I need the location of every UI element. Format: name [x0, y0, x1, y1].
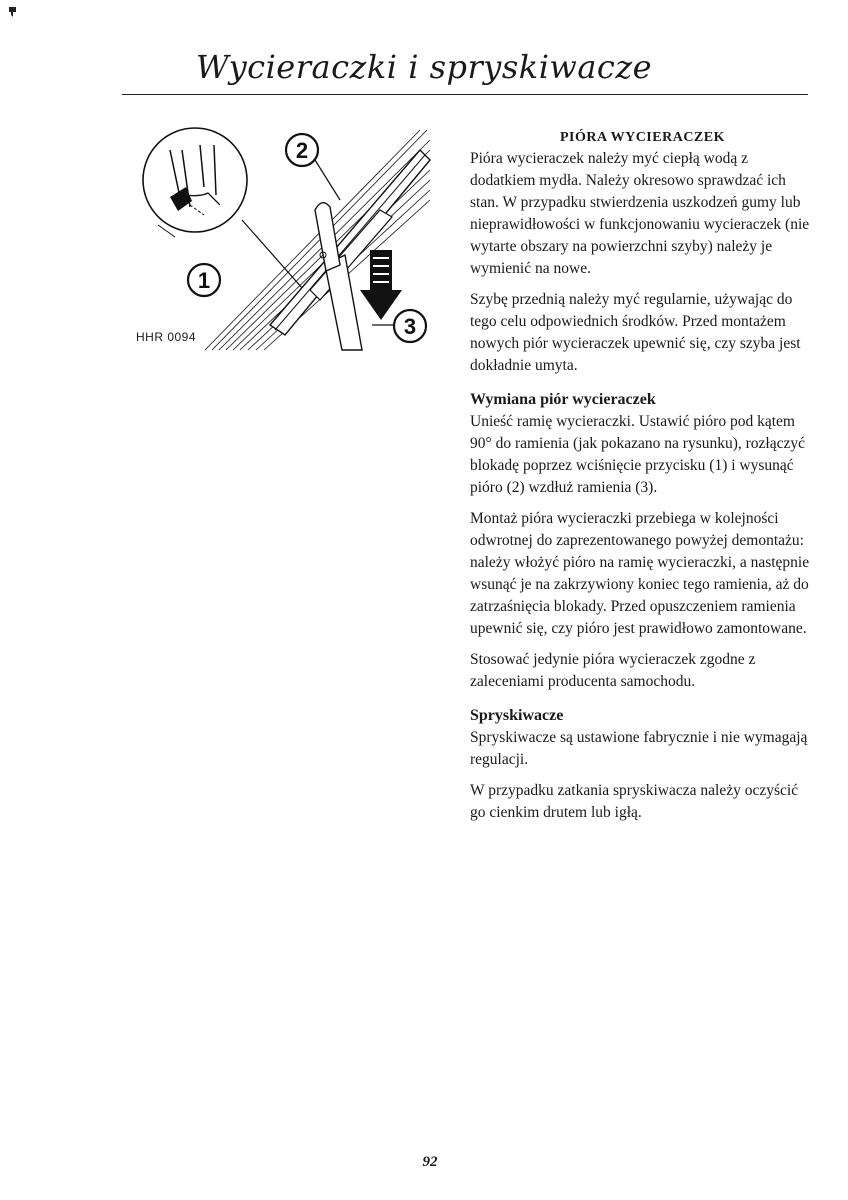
svg-text:2: 2 [295, 138, 309, 163]
corner-registration-mark [8, 6, 18, 18]
paragraph-washers-cleaning: W przypadku zatkania spryskiwacza należy oczyścić go cienkim drutem lub igłą. [470, 782, 799, 821]
wiper-blade-illustration [130, 125, 440, 355]
paragraph-blades-care: Pióra wycieraczek należy myć ciepłą wodą z dodatkiem mydła. Należy okresowo sprawdzać ich stan. W przypadku stwierdzenia uszkodzeń gumy lub nieprawidłowości w funkcjonowaniu wycieraczek (nie wytarte obszary na powierzchni szyby) należy je wymienić na nowe. [470, 150, 810, 277]
text-column [470, 128, 815, 833]
page-number: 92 [422, 1154, 438, 1170]
paragraph-recommended-blades: Stosować jedynie pióra wycieraczek zgodne z zaleceniami producenta samochodu. [470, 651, 756, 690]
svg-text:1: 1 [197, 268, 211, 293]
section-heading-washers: Spryskiwacze [470, 707, 564, 724]
detail-inset [143, 128, 247, 237]
paragraph-washers-adjustment: Spryskiwacze są ustawione fabrycznie i nie wymagają regulacji. [470, 729, 808, 768]
paragraph-installation: Montaż pióra wycieraczki przebiega w kolejności odwrotnej do zaprezentowanego powyżej demontażu: należy włożyć pióro na ramię wycieraczki, a następnie wsunąć je na zakrzywiony koniec tego ramienia, aż do zatrzaśnięcia blokady. Przed opuszczeniem ramienia upewnić się, czy pióro jest prawidłowo zamontowane. [470, 510, 810, 637]
slide-direction-arrow [360, 250, 402, 320]
page-title: Wycieraczki i spryskiwacze [195, 48, 653, 86]
header-rule [122, 94, 808, 95]
figure-code: HHR 0094 [136, 330, 197, 344]
callout-2 [286, 134, 340, 200]
paragraph-replacement-steps: Unieść ramię wycieraczki. Ustawić pióro pod kątem 90° do ramienia (jak pokazano na rysunku), rozłączyć blokadę poprzez wciśnięcie przycisku (1) i wysunąć pióro (2) wzdłuż ramienia (3). [470, 413, 806, 496]
section-heading-replacement: Wymiana piór wycieraczek [470, 391, 656, 408]
svg-text:3: 3 [403, 314, 417, 339]
callout-1 [188, 264, 220, 296]
section-heading-blades: PIÓRA WYCIERACZEK [560, 130, 725, 145]
paragraph-windscreen-cleaning: Szybę przednią należy myć regularnie, używając do tego celu odpowiednich środków. Przed montażem nowych piór wycieraczek upewnić się, czy szyba jest dokładnie umyta. [470, 291, 801, 374]
